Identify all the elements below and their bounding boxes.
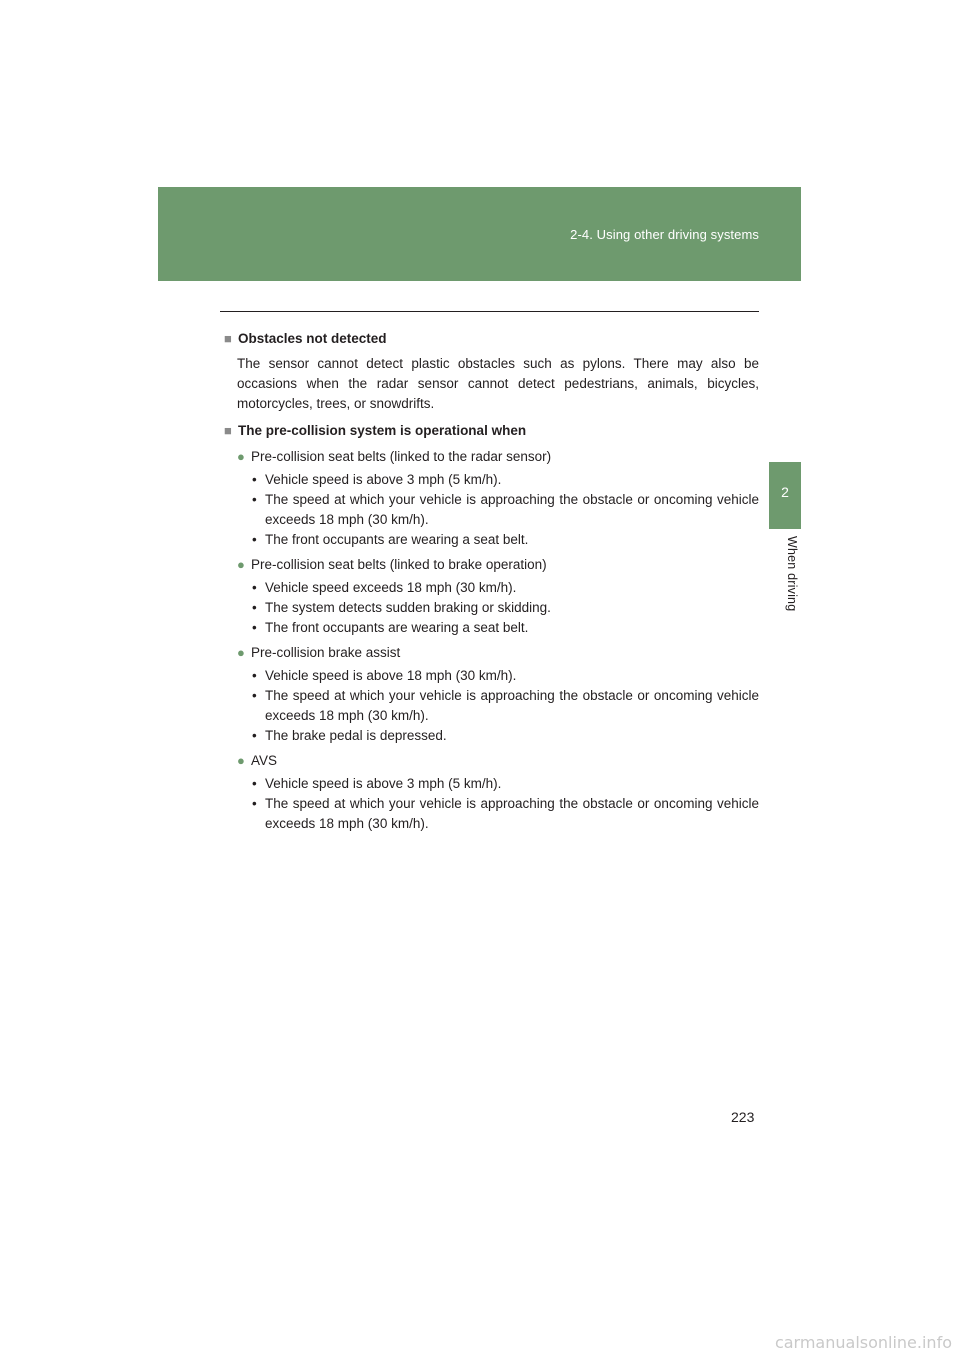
list-item: • The speed at which your vehicle is approaching the obstacle or oncoming vehicle exceeds 18 mph (30 km/h). [252,490,759,530]
condition-list [224,578,759,638]
chapter-label: When driving [785,536,799,612]
list-item: • Vehicle speed is above 3 mph (5 km/h). [252,470,759,490]
condition-list [224,774,759,834]
section-heading: Obstacles not detected [238,331,387,346]
header-rule [220,311,759,312]
section-title: 2-4. Using other driving systems [570,227,759,242]
group-label: Pre-collision brake assist [251,645,401,660]
list-item: • The brake pedal is depressed. [252,726,759,746]
list-item: • The front occupants are wearing a seat belt. [252,530,759,550]
section-operational [224,420,759,834]
list-item: • The speed at which your vehicle is approaching the obstacle or oncoming vehicle exceeds 18 mph (30 km/h). [252,794,759,834]
condition-group-seatbelt-brake [224,554,759,638]
section-obstacles [224,328,759,414]
list-item: • The front occupants are wearing a seat belt. [252,618,759,638]
condition-group-seatbelt-radar [224,446,759,550]
group-label: Pre-collision seat belts (linked to brake operation) [251,557,547,572]
watermark-text: carmanualsonline.info [774,1333,952,1352]
chapter-tab [769,462,801,529]
square-bullet-icon: ■ [224,423,232,438]
list-item: • Vehicle speed is above 3 mph (5 km/h). [252,774,759,794]
list-item: • Vehicle speed is above 18 mph (30 km/h). [252,666,759,686]
condition-group-brake-assist [224,642,759,746]
group-label: Pre-collision seat belts (linked to the radar sensor) [251,449,552,464]
square-bullet-icon: ■ [224,331,232,346]
circle-bullet-icon: ● [237,449,245,464]
condition-group-avs [224,750,759,834]
section-heading: The pre-collision system is operational when [238,423,527,438]
circle-bullet-icon: ● [237,645,245,660]
circle-bullet-icon: ● [237,753,245,768]
list-item: • The speed at which your vehicle is approaching the obstacle or oncoming vehicle exceeds 18 mph (30 km/h). [252,686,759,726]
page-number: 223 [731,1109,755,1125]
section-paragraph: The sensor cannot detect plastic obstacles such as pylons. There may also be occasions when the radar sensor cannot detect pedestrians, animals, bicycles, motorcycles, trees, or snowdrifts. [237,356,759,411]
condition-list [224,666,759,746]
list-item: • Vehicle speed exceeds 18 mph (30 km/h). [252,578,759,598]
page-content [224,328,759,837]
chapter-header-band [158,187,801,281]
condition-list [224,470,759,550]
list-item: • The system detects sudden braking or skidding. [252,598,759,618]
chapter-number: 2 [781,484,789,500]
circle-bullet-icon: ● [237,557,245,572]
group-label: AVS [251,753,278,768]
